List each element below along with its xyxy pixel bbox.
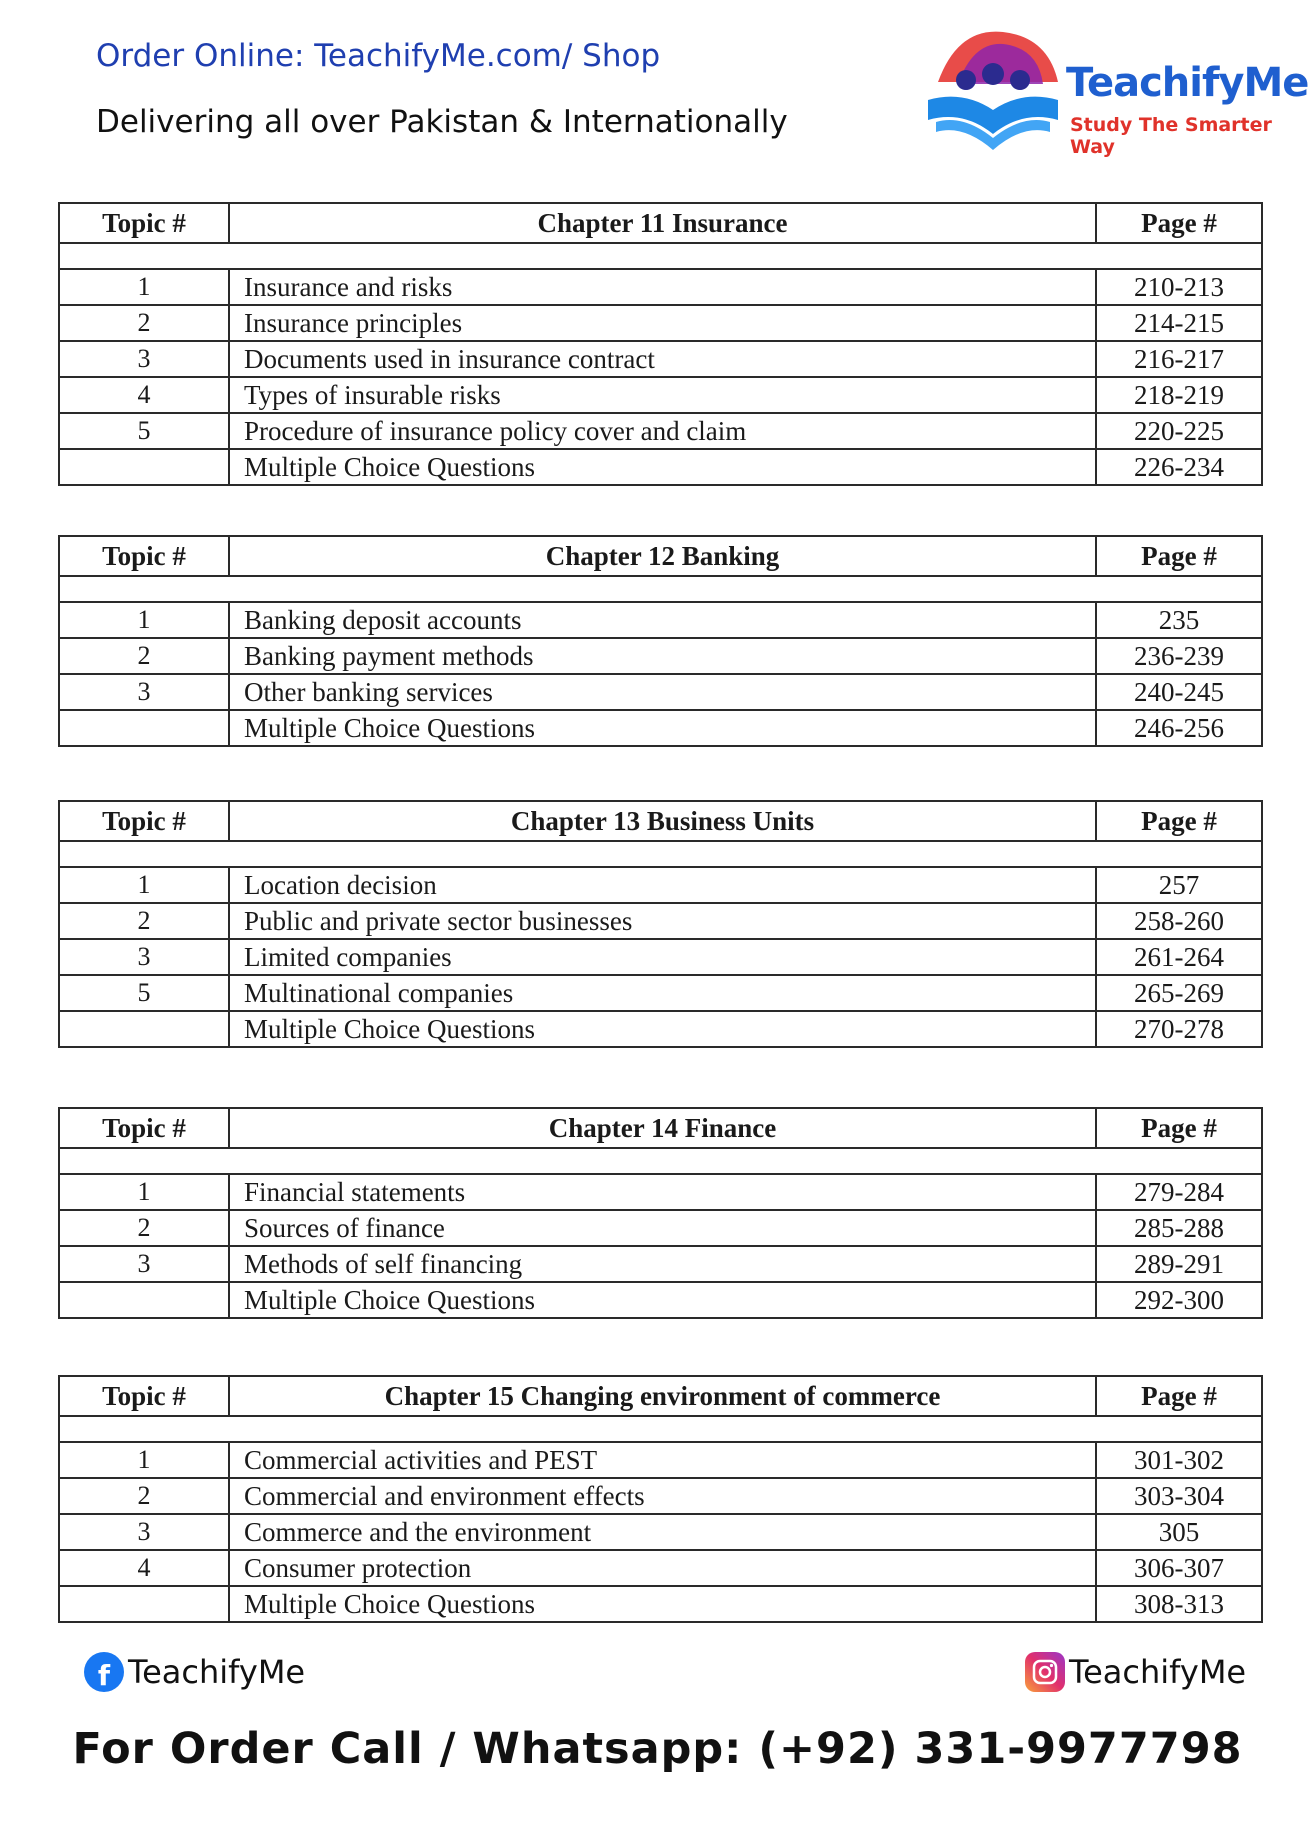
topic-number: 2 [59, 1478, 229, 1514]
page-range: 240-245 [1096, 674, 1262, 710]
topic-column-header: Topic # [59, 536, 229, 576]
topic-number [59, 1011, 229, 1047]
chapter-title: Chapter 12 Banking [229, 536, 1096, 576]
table-row [59, 1174, 1262, 1210]
page-range: 303-304 [1096, 1478, 1262, 1514]
topic-title: Banking payment methods [229, 638, 1096, 674]
topic-number: 4 [59, 1550, 229, 1586]
topic-number: 1 [59, 1174, 229, 1210]
page-range: 305 [1096, 1514, 1262, 1550]
topic-title: Commercial and environment effects [229, 1478, 1096, 1514]
page-range: 214-215 [1096, 305, 1262, 341]
page-column-header: Page # [1096, 1376, 1262, 1416]
teachifyme-logo [918, 22, 1309, 162]
page-range: 235 [1096, 602, 1262, 638]
topic-title: Location decision [229, 867, 1096, 903]
page-range: 308-313 [1096, 1586, 1262, 1622]
page-range: 220-225 [1096, 413, 1262, 449]
topic-title: Other banking services [229, 674, 1096, 710]
table-row [59, 638, 1262, 674]
topic-title: Procedure of insurance policy cover and claim [229, 413, 1096, 449]
spacer-row [59, 1416, 1262, 1442]
instagram-icon [1025, 1652, 1065, 1692]
table-header-row [59, 1376, 1262, 1416]
table-row [59, 975, 1262, 1011]
topic-number: 5 [59, 413, 229, 449]
table-row [59, 674, 1262, 710]
table-row [59, 1586, 1262, 1622]
topic-title: Banking deposit accounts [229, 602, 1096, 638]
table-header-row [59, 1108, 1262, 1148]
table-row [59, 269, 1262, 305]
topic-title: Insurance principles [229, 305, 1096, 341]
table-row [59, 305, 1262, 341]
topic-title: Multinational companies [229, 975, 1096, 1011]
topic-title: Public and private sector businesses [229, 903, 1096, 939]
table-header-row [59, 203, 1262, 243]
table-row [59, 1550, 1262, 1586]
page-range: 226-234 [1096, 449, 1262, 485]
page-range: 279-284 [1096, 1174, 1262, 1210]
topic-number: 5 [59, 975, 229, 1011]
topic-title: Commerce and the environment [229, 1514, 1096, 1550]
logo-tagline: Study The Smarter Way [1070, 114, 1272, 158]
topic-number: 2 [59, 903, 229, 939]
page-range: 306-307 [1096, 1550, 1262, 1586]
logo-emblem-icon [918, 22, 1068, 162]
page-range: 289-291 [1096, 1246, 1262, 1282]
topic-number: 3 [59, 674, 229, 710]
spacer-row [59, 841, 1262, 867]
page-column-header: Page # [1096, 536, 1262, 576]
topic-column-header: Topic # [59, 1108, 229, 1148]
page-range: 285-288 [1096, 1210, 1262, 1246]
page-column-header: Page # [1096, 1108, 1262, 1148]
facebook-name: TeachifyMe [128, 1653, 306, 1691]
table-header-row [59, 536, 1262, 576]
facebook-link[interactable] [84, 1652, 305, 1692]
page-range: 301-302 [1096, 1442, 1262, 1478]
table-row [59, 939, 1262, 975]
topic-title: Commercial activities and PEST [229, 1442, 1096, 1478]
page-range: 216-217 [1096, 341, 1262, 377]
page-range: 246-256 [1096, 710, 1262, 746]
page-header [0, 0, 1315, 175]
topic-number: 3 [59, 1514, 229, 1550]
topic-title: Methods of self financing [229, 1246, 1096, 1282]
table-row [59, 1442, 1262, 1478]
topic-number: 2 [59, 1210, 229, 1246]
chapter-15-table [58, 1375, 1263, 1623]
topic-title: Multiple Choice Questions [229, 1011, 1096, 1047]
topic-title: Multiple Choice Questions [229, 449, 1096, 485]
page-range: 257 [1096, 867, 1262, 903]
topic-number: 4 [59, 377, 229, 413]
page-range: 236-239 [1096, 638, 1262, 674]
chapter-title: Chapter 13 Business Units [229, 801, 1096, 841]
topic-title: Types of insurable risks [229, 377, 1096, 413]
table-row [59, 1246, 1262, 1282]
topic-number: 1 [59, 269, 229, 305]
topic-title: Sources of finance [229, 1210, 1096, 1246]
topic-title: Multiple Choice Questions [229, 1282, 1096, 1318]
topic-column-header: Topic # [59, 1376, 229, 1416]
topic-title: Consumer protection [229, 1550, 1096, 1586]
table-row [59, 602, 1262, 638]
topic-number: 1 [59, 1442, 229, 1478]
chapter-11-table [58, 202, 1263, 486]
table-row [59, 867, 1262, 903]
order-online-link[interactable]: Order Online: TeachifyMe.com/ Shop [96, 38, 661, 74]
table-row [59, 1478, 1262, 1514]
page-range: 265-269 [1096, 975, 1262, 1011]
topic-number: 3 [59, 939, 229, 975]
chapter-title: Chapter 15 Changing environment of commerce [229, 1376, 1096, 1416]
topic-number: 2 [59, 305, 229, 341]
table-row [59, 903, 1262, 939]
table-row [59, 377, 1262, 413]
table-row [59, 449, 1262, 485]
table-row [59, 1514, 1262, 1550]
topic-number: 3 [59, 1246, 229, 1282]
page-range: 218-219 [1096, 377, 1262, 413]
topic-column-header: Topic # [59, 203, 229, 243]
page-column-header: Page # [1096, 203, 1262, 243]
topic-title: Documents used in insurance contract [229, 341, 1096, 377]
table-header-row [59, 801, 1262, 841]
topic-number [59, 710, 229, 746]
page-range: 210-213 [1096, 269, 1262, 305]
topic-number [59, 1586, 229, 1622]
spacer-row [59, 243, 1262, 269]
spacer-row [59, 1148, 1262, 1174]
chapter-title: Chapter 11 Insurance [229, 203, 1096, 243]
page-range: 270-278 [1096, 1011, 1262, 1047]
chapter-title: Chapter 14 Finance [229, 1108, 1096, 1148]
table-row [59, 413, 1262, 449]
logo-name: TeachifyMe [1066, 60, 1309, 106]
page-column-header: Page # [1096, 801, 1262, 841]
chapter-14-table [58, 1107, 1263, 1319]
topic-title: Multiple Choice Questions [229, 710, 1096, 746]
topic-number: 2 [59, 638, 229, 674]
topic-title: Limited companies [229, 939, 1096, 975]
topic-number [59, 449, 229, 485]
topic-column-header: Topic # [59, 801, 229, 841]
topic-title: Multiple Choice Questions [229, 1586, 1096, 1622]
page-range: 258-260 [1096, 903, 1262, 939]
spacer-row [59, 576, 1262, 602]
topic-number: 3 [59, 341, 229, 377]
chapter-12-table [58, 535, 1263, 747]
table-row [59, 1282, 1262, 1318]
delivery-note: Delivering all over Pakistan & Internationally [96, 104, 788, 140]
table-row [59, 710, 1262, 746]
instagram-name: TeachifyMe [1069, 1653, 1247, 1691]
page-range: 292-300 [1096, 1282, 1262, 1318]
topic-number: 1 [59, 602, 229, 638]
instagram-link[interactable] [1025, 1652, 1246, 1692]
table-row [59, 341, 1262, 377]
topic-title: Financial statements [229, 1174, 1096, 1210]
chapter-13-table [58, 800, 1263, 1048]
topic-number [59, 1282, 229, 1318]
order-call-line: For Order Call / Whatsapp: (+92) 331-9977798 [72, 1724, 1243, 1774]
topic-title: Insurance and risks [229, 269, 1096, 305]
table-row [59, 1210, 1262, 1246]
table-row [59, 1011, 1262, 1047]
facebook-icon: f [84, 1652, 124, 1692]
page-range: 261-264 [1096, 939, 1262, 975]
topic-number: 1 [59, 867, 229, 903]
